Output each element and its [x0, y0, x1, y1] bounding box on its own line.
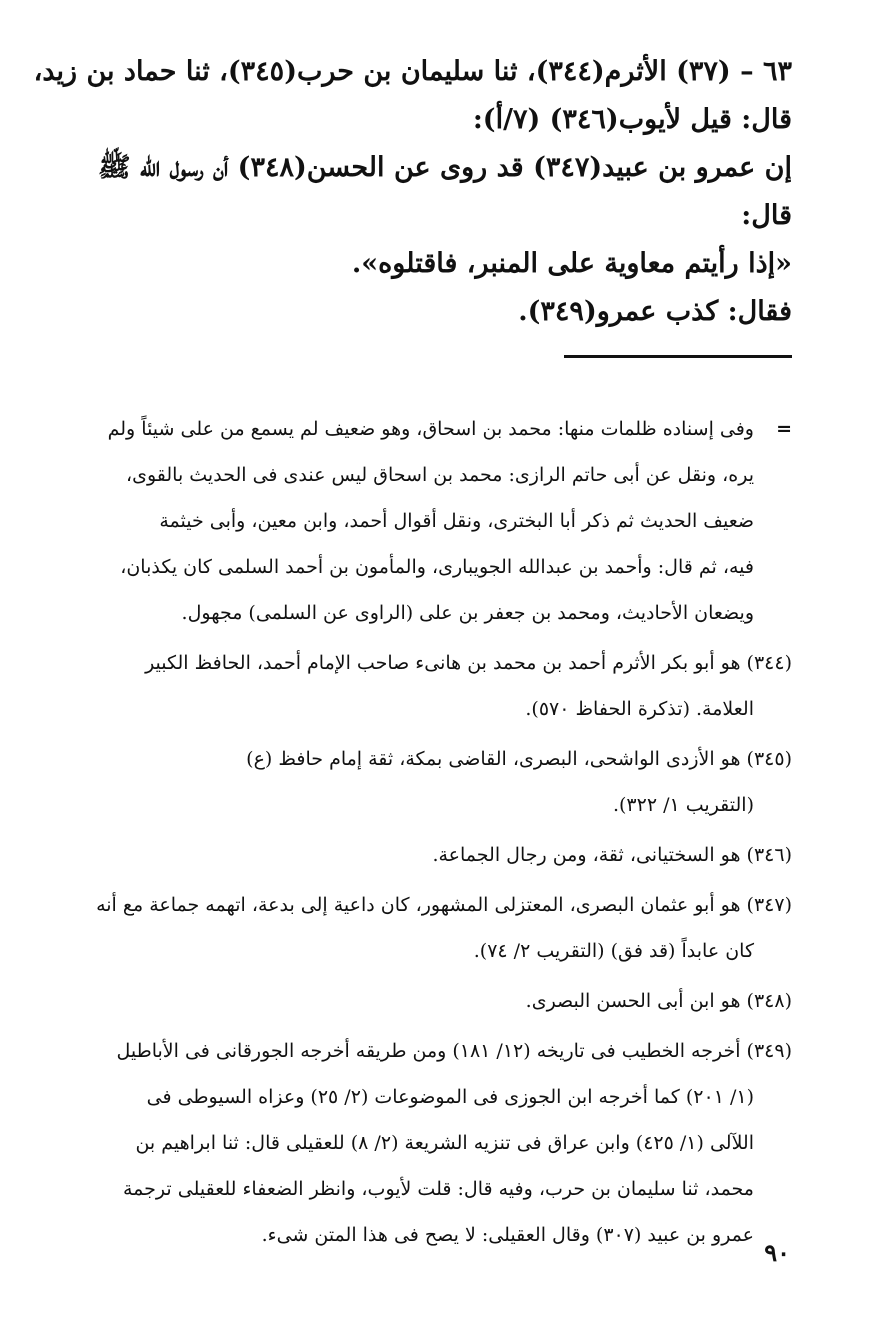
footnote-349: [92, 1028, 792, 1258]
footnote-348: [92, 978, 792, 1024]
footnote-345: [92, 736, 792, 828]
page-number: ٩٠: [764, 1238, 790, 1267]
footnote-line: محمد، ثنا سليمان بن حرب، وفيه قال: قلت لأيوب، وانظر الضعفاء للعقيلى ترجمة: [123, 1178, 754, 1200]
continuation-mark: =: [776, 418, 792, 440]
footnote-line: كان عابداً (قد فق) (التقريب ٢/ ٧٤).: [473, 940, 754, 962]
hadith-text: [33, 48, 792, 336]
footnote-line: العلامة. (تذكرة الحفاظ ٥٧٠).: [525, 698, 754, 720]
footnote-line: (٣٤٩) أخرجه الخطيب فى تاريخه (١٢/ ١٨١) ومن طريقه أخرجه الجورقانى فى الأباطيل: [116, 1040, 792, 1062]
footnote-line: اللآلى (١/ ٤٢٥) وابن عراق فى تنزيه الشريعة (٢/ ٨) للعقيلى قال: ثنا ابراهيم بن: [135, 1132, 754, 1154]
hadith-line: «إذا رأيتم معاوية على المنبر، فاقتلوه».: [351, 248, 792, 279]
footnote-line: (٣٤٤) هو أبو بكر الأثرم أحمد بن محمد بن هانىء صاحب الإمام أحمد، الحافظ الكبير: [145, 652, 792, 674]
footnote-346: [92, 832, 792, 878]
footnote-line: يره، ونقل عن أبى حاتم الرازى: محمد بن اسحاق ليس عندى فى الحديث بالقوى،: [125, 464, 754, 486]
hadith-line: إن عمرو بن عبيد(٣٤٧) قد روى عن الحسن(٣٤٨) أن رسول الله ﷺ: [97, 152, 792, 183]
continued-footnote: [92, 406, 792, 636]
footnote-347: [92, 882, 792, 974]
footnote-344: [92, 640, 792, 732]
hadith-line: فقال: كذب عمرو(٣٤٩).: [518, 296, 792, 327]
footnote-line: (٣٤٨) هو ابن أبى الحسن البصرى.: [525, 990, 792, 1012]
footnote-line: عمرو بن عبيد (٣٠٧) وقال العقيلى: لا يصح فى هذا المتن شىء.: [261, 1224, 754, 1246]
hadith-line: قال: قيل لأيوب(٣٤٦) (٧/أ):: [472, 104, 792, 135]
hadith-line: قال:: [741, 200, 792, 231]
footnote-line: ضعيف الحديث ثم ذكر أبا البخترى، ونقل أقوال أحمد، وابن معين، وأبى خيثمة: [159, 510, 754, 532]
footnote-line: [92, 406, 792, 452]
footnote-line: (التقريب ١/ ٣٢٢).: [612, 794, 754, 816]
footnote-line: (٣٤٥) هو الأزدى الواشحى، البصرى، القاضى بمكة، ثقة إمام حافظ (ع): [246, 748, 792, 770]
footnote-divider: [564, 355, 792, 358]
footnote-line: (٣٤٧) هو أبو عثمان البصرى، المعتزلى المشهور، كان داعية إلى بدعة، اتهمه جماعة مع أنه: [96, 894, 792, 916]
footnote-line: (٣٤٦) هو السختيانى، ثقة، ومن رجال الجماعة.: [432, 844, 792, 866]
hadith-line: ٦٣ – (٣٧) الأثرم(٣٤٤)، ثنا سليمان بن حرب(٣٤٥)، ثنا حماد بن زيد،: [33, 56, 792, 87]
footnote-line: (١/ ٢٠١) كما أخرجه ابن الجوزى فى الموضوعات (٢/ ٢٥) وعزاه السيوطى فى: [146, 1086, 754, 1108]
footnote-text: وفى إسناده ظلمات منها: محمد بن اسحاق، وهو ضعيف لم يسمع من على شيئاً ولم: [107, 418, 754, 440]
footnote-line: فيه، ثم قال: وأحمد بن عبدالله الجويبارى، والمأمون بن أحمد السلمى كان يكذبان،: [120, 556, 754, 578]
footnotes-section: [92, 406, 792, 1258]
footnote-line: ويضعان الأحاديث، ومحمد بن جعفر بن على (الراوى عن السلمى) مجهول.: [181, 602, 754, 624]
